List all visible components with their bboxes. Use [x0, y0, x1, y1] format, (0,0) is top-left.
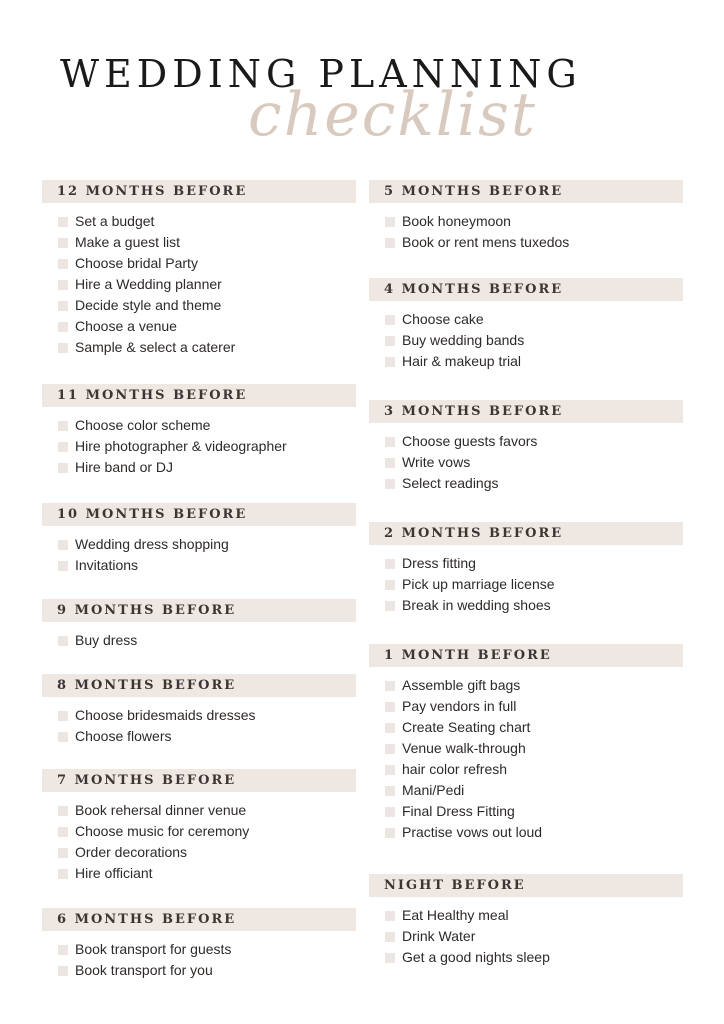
checklist-item-label: Write vows [402, 454, 471, 470]
checklist-item [369, 947, 683, 968]
checkbox[interactable] [385, 437, 395, 447]
checklist-item-label: Pick up marriage license [402, 576, 555, 592]
checkbox[interactable] [385, 580, 395, 590]
checkbox[interactable] [58, 442, 68, 452]
checklist-items [42, 415, 356, 478]
checklist-item-label: Hire band or DJ [75, 459, 174, 475]
checklist-item-label: Decide style and theme [75, 297, 222, 313]
checkbox[interactable] [58, 343, 68, 353]
checklist-item [369, 696, 683, 717]
checklist-item [369, 801, 683, 822]
checklist-item [42, 211, 356, 232]
checklist-item [369, 330, 683, 351]
checklist-item [42, 232, 356, 253]
section-heading: 4 MONTHS BEFORE [369, 278, 683, 301]
checklist-item-label: Hire photographer & videographer [75, 438, 287, 454]
checklist-item-label: Venue walk-through [402, 740, 526, 756]
checklist-item [42, 705, 356, 726]
checklist-item-label: Make a guest list [75, 234, 181, 250]
checkbox[interactable] [385, 765, 395, 775]
checkbox[interactable] [58, 238, 68, 248]
checkbox[interactable] [385, 723, 395, 733]
checklist-items [42, 939, 356, 981]
section-heading: NIGHT BEFORE [369, 874, 683, 897]
checklist-section [42, 769, 356, 884]
checkbox[interactable] [385, 357, 395, 367]
checklist-items [42, 534, 356, 576]
checkbox[interactable] [385, 744, 395, 754]
checklist-item [369, 675, 683, 696]
section-heading: 5 MONTHS BEFORE [369, 180, 683, 203]
section-heading: 8 MONTHS BEFORE [42, 674, 356, 697]
checklist-item-label: Set a budget [75, 213, 155, 229]
checklist-item [369, 717, 683, 738]
checklist-item [42, 630, 356, 651]
checklist-item-label: Invitations [75, 557, 139, 573]
checkbox[interactable] [385, 336, 395, 346]
checklist-item [42, 295, 356, 316]
checklist-section [42, 674, 356, 747]
checkbox[interactable] [385, 932, 395, 942]
checklist-item-label: Choose flowers [75, 728, 172, 744]
checklist-item-label: Order decorations [75, 844, 188, 860]
checklist-items [369, 905, 683, 968]
checklist-item-label: Hire a Wedding planner [75, 276, 222, 292]
checklist-item-label: Choose music for ceremony [75, 823, 250, 839]
page-title: WEDDING PLANNING [60, 52, 582, 96]
checklist-item-label: Practise vows out loud [402, 824, 543, 840]
checkbox[interactable] [385, 315, 395, 325]
checklist-item [42, 939, 356, 960]
checklist-item-label: Choose a venue [75, 318, 177, 334]
checkbox[interactable] [58, 869, 68, 879]
checkbox[interactable] [385, 807, 395, 817]
checklist-item-label: Book transport for you [75, 962, 213, 978]
checklist-item [369, 822, 683, 843]
checklist-item-label: Buy dress [75, 632, 138, 648]
checkbox[interactable] [58, 636, 68, 646]
checkbox[interactable] [58, 463, 68, 473]
right-column [369, 180, 683, 968]
checkbox[interactable] [385, 681, 395, 691]
checkbox[interactable] [385, 911, 395, 921]
checkbox[interactable] [385, 479, 395, 489]
checklist-item [369, 595, 683, 616]
checklist-item [369, 780, 683, 801]
section-heading: 12 MONTHS BEFORE [42, 180, 356, 203]
checklist-item [42, 555, 356, 576]
checkbox[interactable] [385, 559, 395, 569]
checklist-section [42, 180, 356, 358]
checklist-item-label: Select readings [402, 475, 499, 491]
checklist-item-label: Wedding dress shopping [75, 536, 229, 552]
left-column [42, 180, 356, 981]
section-heading: 10 MONTHS BEFORE [42, 503, 356, 526]
checklist-items [42, 800, 356, 884]
checklist-item [369, 309, 683, 330]
checklist-items [369, 309, 683, 372]
checklist-item-label: Dress fitting [402, 555, 476, 571]
checklist-item [369, 473, 683, 494]
checklist-item-label: Choose color scheme [75, 417, 211, 433]
checkbox[interactable] [385, 702, 395, 712]
checklist-item [42, 534, 356, 555]
section-heading: 1 MONTH BEFORE [369, 644, 683, 667]
checklist-item-label: Create Seating chart [402, 719, 531, 735]
checklist-item [42, 337, 356, 358]
checkbox[interactable] [385, 238, 395, 248]
checklist-item-label: Sample & select a caterer [75, 339, 236, 355]
checklist-item [42, 960, 356, 981]
checklist-item [369, 926, 683, 947]
section-heading: 3 MONTHS BEFORE [369, 400, 683, 423]
checklist-item-label: Choose cake [402, 311, 484, 327]
checklist-section [369, 522, 683, 616]
checklist-item-label: Get a good nights sleep [402, 949, 550, 965]
checkbox[interactable] [58, 301, 68, 311]
checklist-items [369, 675, 683, 843]
checklist-items [42, 630, 356, 651]
checklist-item [42, 821, 356, 842]
checklist-item-label: Choose bridesmaids dresses [75, 707, 256, 723]
checklist-item [369, 351, 683, 372]
checklist-item [42, 253, 356, 274]
checklist-item [369, 759, 683, 780]
checkbox[interactable] [58, 561, 68, 571]
checklist-section [42, 908, 356, 981]
checklist-item-label: Book transport for guests [75, 941, 232, 957]
checklist-item-label: Choose bridal Party [75, 255, 198, 271]
checkbox[interactable] [385, 601, 395, 611]
checklist-item [369, 232, 683, 253]
checkbox[interactable] [58, 322, 68, 332]
checklist-item [42, 415, 356, 436]
checklist-section [369, 180, 683, 253]
checklist-item [42, 800, 356, 821]
checklist-section [42, 384, 356, 478]
checklist-section [42, 599, 356, 651]
checklist-item-label: hair color refresh [402, 761, 508, 777]
section-heading: 7 MONTHS BEFORE [42, 769, 356, 792]
checklist-item-label: Mani/Pedi [402, 782, 465, 798]
checkbox[interactable] [385, 786, 395, 796]
checklist-items [369, 553, 683, 616]
checklist-item [42, 436, 356, 457]
checklist-item [42, 316, 356, 337]
checklist-item [369, 553, 683, 574]
checklist-item [369, 431, 683, 452]
checklist-item-label: Break in wedding shoes [402, 597, 551, 613]
checklist-item [42, 726, 356, 747]
checkbox[interactable] [58, 711, 68, 721]
checklist-items [42, 211, 356, 358]
checklist-item [369, 905, 683, 926]
checkbox[interactable] [58, 280, 68, 290]
section-heading: 11 MONTHS BEFORE [42, 384, 356, 407]
checkbox[interactable] [58, 827, 68, 837]
checklist-item-label: Book rehersal dinner venue [75, 802, 247, 818]
checkbox[interactable] [58, 259, 68, 269]
checkbox[interactable] [58, 540, 68, 550]
checklist-section [369, 644, 683, 843]
checklist-section [369, 278, 683, 372]
checklist-item-label: Assemble gift bags [402, 677, 521, 693]
checkbox[interactable] [58, 421, 68, 431]
checklist-item-label: Book or rent mens tuxedos [402, 234, 570, 250]
checklist-item [369, 574, 683, 595]
checklist-item-label: Final Dress Fitting [402, 803, 515, 819]
checklist-items [42, 705, 356, 747]
checklist-item-label: Choose guests favors [402, 433, 538, 449]
section-heading: 6 MONTHS BEFORE [42, 908, 356, 931]
section-heading: 9 MONTHS BEFORE [42, 599, 356, 622]
checklist-item-label: Hair & makeup trial [402, 353, 522, 369]
checklist-section [42, 503, 356, 576]
checklist-item [42, 863, 356, 884]
checklist-section [369, 874, 683, 968]
checkbox[interactable] [385, 217, 395, 227]
checkbox[interactable] [385, 828, 395, 838]
checklist-item-label: Buy wedding bands [402, 332, 525, 348]
checkbox[interactable] [58, 848, 68, 858]
checklist-item [369, 452, 683, 473]
checklist-item-label: Drink Water [402, 928, 476, 944]
checkbox[interactable] [58, 217, 68, 227]
checklist-item-label: Eat Healthy meal [402, 907, 509, 923]
checkbox[interactable] [58, 732, 68, 742]
checkbox[interactable] [58, 806, 68, 816]
checklist-item [42, 842, 356, 863]
checklist-item [369, 211, 683, 232]
checkbox[interactable] [58, 945, 68, 955]
checklist-items [369, 211, 683, 253]
page-subtitle: checklist [248, 80, 537, 150]
checklist-item-label: Book honeymoon [402, 213, 511, 229]
checklist-item [369, 738, 683, 759]
checkbox[interactable] [58, 966, 68, 976]
checklist-section [369, 400, 683, 494]
checkbox[interactable] [385, 953, 395, 963]
checklist-item [42, 274, 356, 295]
checklist-item [42, 457, 356, 478]
checklist-item-label: Pay vendors in full [402, 698, 517, 714]
section-heading: 2 MONTHS BEFORE [369, 522, 683, 545]
checklist-items [369, 431, 683, 494]
checkbox[interactable] [385, 458, 395, 468]
checklist-item-label: Hire officiant [75, 865, 153, 881]
